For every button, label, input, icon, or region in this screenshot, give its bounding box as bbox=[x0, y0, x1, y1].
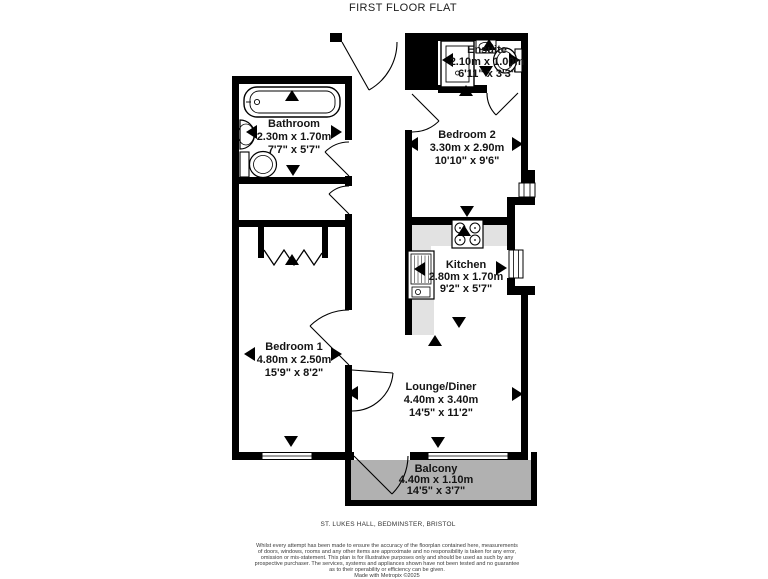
room-imperial: 10'10" x 9'6" bbox=[434, 155, 500, 167]
room-name: Kitchen bbox=[445, 259, 487, 271]
room-name: Balcony bbox=[414, 463, 458, 475]
arrow-up-icon bbox=[428, 335, 442, 346]
disclaimer bbox=[137, 543, 637, 579]
arrow-down-icon bbox=[431, 437, 445, 448]
room-label-bedroom1 bbox=[257, 341, 332, 379]
room-imperial: 14'5" x 3'7" bbox=[406, 485, 466, 497]
bedroom2-door-arc bbox=[412, 94, 439, 132]
room-metric: 2.30m x 1.70m bbox=[256, 131, 332, 143]
arrow-down-icon bbox=[460, 206, 474, 217]
room-metric: 3.30m x 2.90m bbox=[429, 142, 505, 154]
hall-lounge-door-arc bbox=[352, 370, 393, 411]
room-label-bathroom bbox=[257, 118, 332, 156]
room-name: Lounge/Diner bbox=[405, 381, 477, 393]
disclaimer-line: Whilst every attempt has been made to ensure the accuracy of the floorplan contained here, measurements bbox=[256, 543, 518, 549]
room-imperial: 15'9" x 8'2" bbox=[264, 367, 324, 379]
window-lounge bbox=[428, 453, 508, 460]
arrow-right-icon bbox=[331, 125, 342, 139]
room-imperial: 9'2" x 5'7" bbox=[439, 283, 493, 295]
window-kitchen bbox=[509, 250, 523, 278]
room-name: Ensuite bbox=[467, 44, 507, 56]
disclaimer-line: of doors, windows, rooms and any other items are approximate and no responsibility is taken for any error, bbox=[257, 549, 517, 555]
arrow-left-icon bbox=[244, 347, 255, 361]
arrow-down-icon bbox=[286, 165, 300, 176]
room-name: Bedroom 2 bbox=[438, 129, 496, 141]
room-name: Bedroom 1 bbox=[265, 341, 323, 353]
page-title: FIRST FLOOR FLAT bbox=[348, 2, 458, 14]
ensuite-door-arc bbox=[487, 93, 518, 115]
room-label-bedroom2 bbox=[430, 129, 505, 167]
cupboard-door-arc bbox=[329, 186, 349, 214]
room-metric: 4.40m x 1.10m bbox=[398, 474, 474, 486]
disclaimer-line: as to their operability or efficiency can be given. bbox=[329, 567, 445, 573]
room-name: Bathroom bbox=[268, 118, 320, 130]
disclaimer-line: prospective purchaser. The services, systems and appliances shown have not been tested and no guarantee bbox=[254, 561, 520, 567]
arrow-down-icon bbox=[452, 317, 466, 328]
property-address: ST. LUKES HALL, BEDMINSTER, BRISTOL bbox=[320, 521, 456, 528]
disclaimer-line: omission or mis-statement. This plan is for illustrative purposes only and should be used as such by any bbox=[260, 555, 514, 561]
window-bedroom1 bbox=[262, 453, 312, 460]
room-imperial: 7'7" x 5'7" bbox=[267, 144, 321, 156]
window-bedroom2 bbox=[519, 183, 535, 197]
room-imperial: 14'5" x 11'2" bbox=[409, 407, 473, 419]
bathroom-door-arc bbox=[325, 142, 349, 176]
arrow-down-icon bbox=[284, 436, 298, 447]
room-metric: 2.80m x 1.70m bbox=[428, 271, 504, 283]
room-imperial: 6'11" x 3'3" bbox=[458, 68, 516, 80]
arrow-right-icon bbox=[331, 347, 342, 361]
metropix-credit: Made with Metropix ©2025 bbox=[354, 573, 420, 579]
room-metric: 2.10m x 1.00m bbox=[449, 56, 525, 68]
room-metric: 4.40m x 3.40m bbox=[403, 394, 479, 406]
room-metric: 4.80m x 2.50m bbox=[256, 354, 332, 366]
room-label-lounge bbox=[404, 381, 479, 419]
